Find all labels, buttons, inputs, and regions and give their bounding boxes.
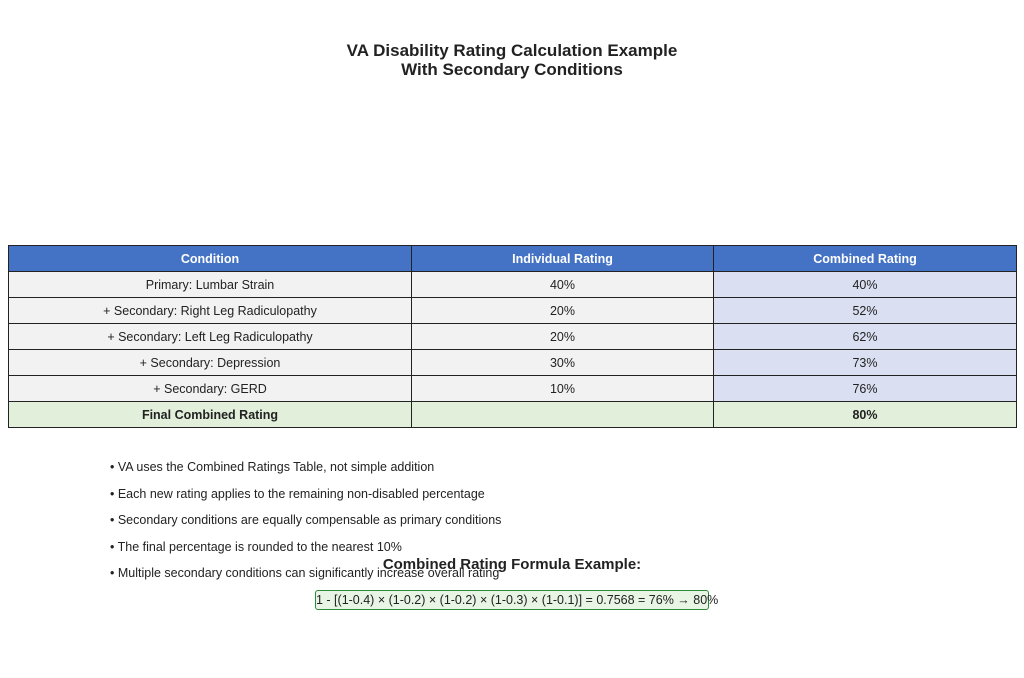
combined-rating-cell: 73% [714,350,1017,376]
header-condition: Condition [9,246,412,272]
combined-rating-cell: 76% [714,376,1017,402]
note-item: • Multiple secondary conditions can significantly increase overall rating [110,566,500,580]
formula-box: 1 - [(1-0.4) × (1-0.2) × (1-0.2) × (1-0.3) × (1-0.1)] = 0.7568 = 76% → 80% [315,590,709,610]
table-row [9,376,1017,402]
combined-rating-cell: 62% [714,324,1017,350]
individual-rating-cell: 30% [412,350,714,376]
note-item: • Secondary conditions are equally compensable as primary conditions [110,513,502,527]
individual-rating-cell: 20% [412,324,714,350]
final-label-cell: Final Combined Rating [9,402,412,428]
header-combined-rating: Combined Rating [714,246,1017,272]
note-item: • VA uses the Combined Ratings Table, not simple addition [110,460,435,474]
header-individual-rating: Individual Rating [412,246,714,272]
individual-rating-cell: 40% [412,272,714,298]
title-line-1: VA Disability Rating Calculation Example [346,41,678,60]
condition-cell: + Secondary: GERD [9,376,412,402]
combined-rating-cell: 40% [714,272,1017,298]
condition-cell: + Secondary: Depression [9,350,412,376]
table-row [9,298,1017,324]
condition-cell: + Secondary: Left Leg Radiculopathy [9,324,412,350]
individual-rating-cell: 10% [412,376,714,402]
rating-table [8,245,1017,428]
title-line-2: With Secondary Conditions [401,60,623,79]
table-row [9,350,1017,376]
table-row [9,324,1017,350]
formula-title: Combined Rating Formula Example: [382,556,642,573]
final-individual-cell [412,402,714,428]
individual-rating-cell: 20% [412,298,714,324]
final-combined-cell: 80% [714,402,1017,428]
condition-cell: Primary: Lumbar Strain [9,272,412,298]
condition-cell: + Secondary: Right Leg Radiculopathy [9,298,412,324]
table-header-row [9,246,1017,272]
note-item: • The final percentage is rounded to the nearest 10% [110,539,402,554]
note-item: • Each new rating applies to the remaining non-disabled percentage [110,486,485,501]
combined-rating-cell: 52% [714,298,1017,324]
page-title [0,41,1024,79]
table-row [9,272,1017,298]
final-rating-row [9,402,1017,428]
